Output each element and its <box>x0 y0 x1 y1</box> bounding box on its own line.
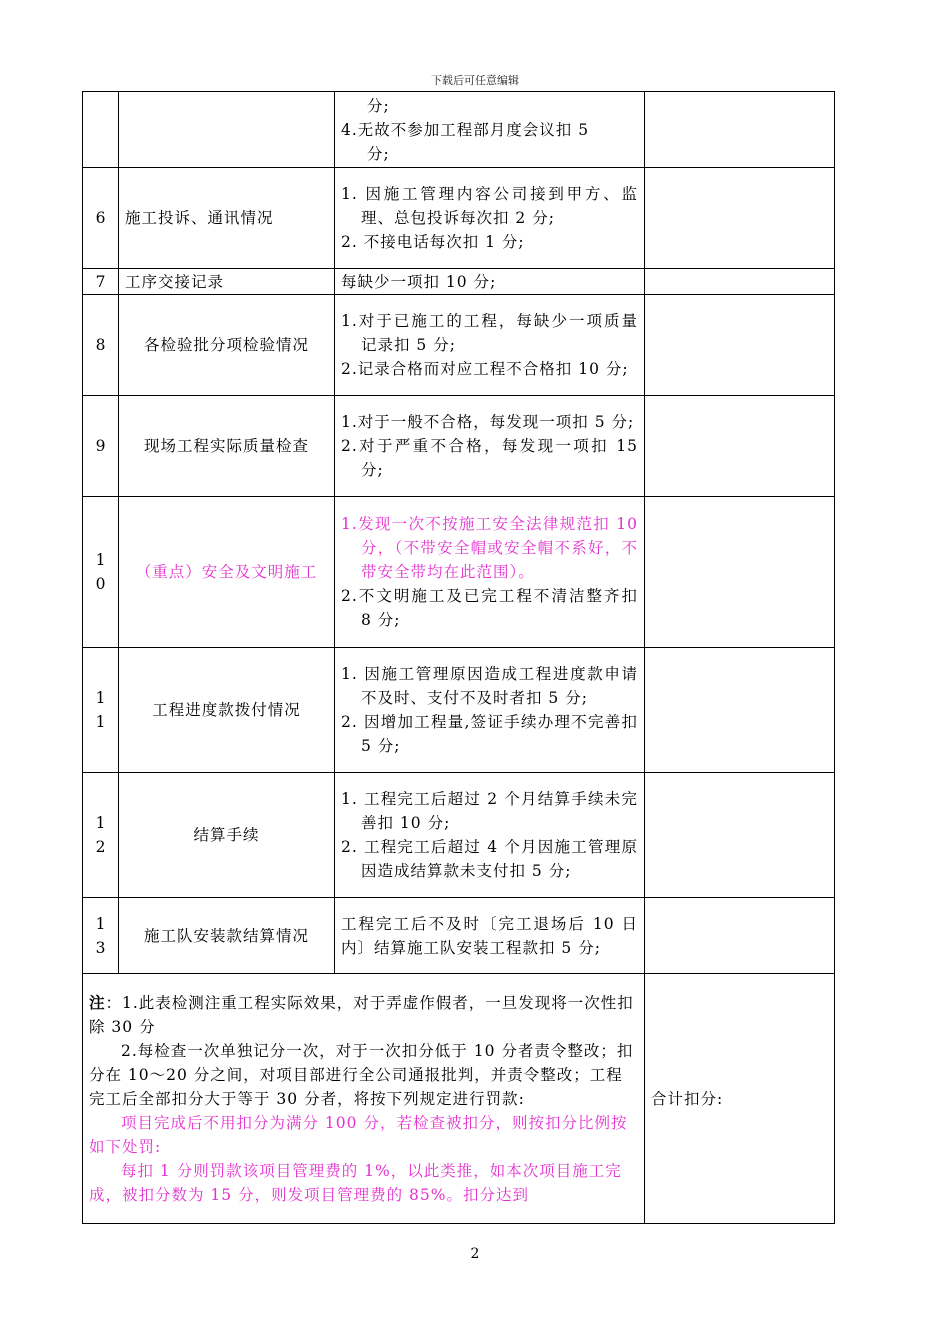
table-row <box>83 396 835 497</box>
note-paragraph: 项目完成后不用扣分为满分 100 分，若检查被扣分，则按扣分比例按如下处罚: <box>89 1113 628 1156</box>
table-row <box>83 497 835 648</box>
row-number: 8 <box>83 295 119 396</box>
criteria-line: 2. 因增加工程量,签证手续办理不完善扣 5 分; <box>341 713 638 755</box>
table-row <box>83 269 835 295</box>
criteria-line: 分; <box>367 144 390 163</box>
row-number <box>83 92 119 168</box>
criteria-line: 分; <box>367 96 390 115</box>
criteria-cell <box>335 168 645 269</box>
page-header: 下载后可任意编辑 <box>431 74 519 87</box>
item-name: 结算手续 <box>119 773 335 898</box>
row-number: 9 <box>83 396 119 497</box>
item-name <box>119 92 335 168</box>
criteria-line: 1. 工程完工后超过 2 个月结算手续未完善扣 10 分; <box>341 790 638 832</box>
score-cell <box>645 396 835 497</box>
row-number: 6 <box>83 168 119 269</box>
criteria-line: 1.发现一次不按施工安全法律规范扣 10 分，（不带安全帽或安全帽不系好，不带安全带均在此范围）。 <box>341 515 638 581</box>
criteria-cell <box>335 648 645 773</box>
table-row <box>83 648 835 773</box>
total-deduction-cell: 合计扣分: <box>645 974 835 1224</box>
row-number: 12 <box>83 773 119 898</box>
table-row <box>83 773 835 898</box>
page-number: 2 <box>470 1246 480 1262</box>
criteria-cell <box>335 396 645 497</box>
item-name: 施工投诉、通讯情况 <box>119 168 335 269</box>
criteria-line: 1. 因施工管理原因造成工程进度款申请不及时、支付不及时者扣 5 分; <box>341 665 638 707</box>
criteria-line: 4.无故不参加工程部月度会议扣 5 <box>341 120 590 139</box>
criteria-line: 每缺少一项扣 10 分; <box>341 272 497 291</box>
score-cell <box>645 295 835 396</box>
note-paragraph: 2.每检查一次单独记分一次，对于一次扣分低于 10 分者责令整改；扣分在 10～20 分之间，对项目部进行全公司通报批判，并责令整改；工程完工后全部扣分大于等于 30 分者，将按下列规定进行罚款: <box>89 1041 634 1108</box>
item-name: 施工队安装款结算情况 <box>119 898 335 974</box>
criteria-line: 工程完工后不及时〔完工退场后 10 日内〕结算施工队安装工程款扣 5 分; <box>341 914 638 957</box>
criteria-cell <box>335 898 645 974</box>
score-cell <box>645 648 835 773</box>
row-number: 7 <box>83 269 119 295</box>
criteria-cell <box>335 497 645 648</box>
criteria-cell <box>335 92 645 168</box>
criteria-line: 2.记录合格而对应工程不合格扣 10 分; <box>341 360 629 378</box>
row-number: 13 <box>83 898 119 974</box>
criteria-cell <box>335 295 645 396</box>
score-cell <box>645 92 835 168</box>
note-label: 注 <box>89 992 106 1012</box>
criteria-line: 2.对于严重不合格，每发现一项扣 15 分; <box>341 437 638 479</box>
item-name: 各检验批分项检验情况 <box>119 295 335 396</box>
criteria-line: 2. 不接电话每次扣 1 分; <box>341 233 525 251</box>
criteria-line: 1.对于已施工的工程，每缺少一项质量记录扣 5 分; <box>341 312 638 354</box>
score-cell <box>645 269 835 295</box>
notes-row <box>83 974 835 1224</box>
criteria-line: 1.对于一般不合格，每发现一项扣 5 分; <box>341 413 635 431</box>
item-name: 工序交接记录 <box>119 269 335 295</box>
table-row <box>83 295 835 396</box>
item-name: （重点）安全及文明施工 <box>119 497 335 648</box>
score-cell <box>645 497 835 648</box>
table-row <box>83 92 835 168</box>
score-cell <box>645 168 835 269</box>
criteria-line: 1. 因施工管理内容公司接到甲方、监理、总包投诉每次扣 2 分; <box>341 185 638 227</box>
table-row <box>83 168 835 269</box>
table-row <box>83 898 835 974</box>
score-cell <box>645 898 835 974</box>
criteria-line: 2. 工程完工后超过 4 个月因施工管理原因造成结算款未支付扣 5 分; <box>341 838 638 880</box>
item-name: 工程进度款拨付情况 <box>119 648 335 773</box>
note-paragraph: ：1.此表检测注重工程实际效果，对于弄虚作假者，一旦发现将一次性扣除 30 分 <box>89 993 634 1036</box>
inspection-table <box>82 91 835 1224</box>
row-number: 11 <box>83 648 119 773</box>
item-name: 现场工程实际质量检查 <box>119 396 335 497</box>
criteria-cell <box>335 773 645 898</box>
notes-cell <box>83 974 645 1224</box>
criteria-cell <box>335 269 645 295</box>
score-cell <box>645 773 835 898</box>
note-paragraph: 每扣 1 分则罚款该项目管理费的 1%，以此类推，如本次项目施工完成，被扣分数为 15 分，则发项目管理费的 85%。扣分达到 <box>89 1161 622 1204</box>
row-number: 10 <box>83 497 119 648</box>
criteria-line: 2.不文明施工及已完工程不清洁整齐扣 8 分; <box>341 587 638 629</box>
